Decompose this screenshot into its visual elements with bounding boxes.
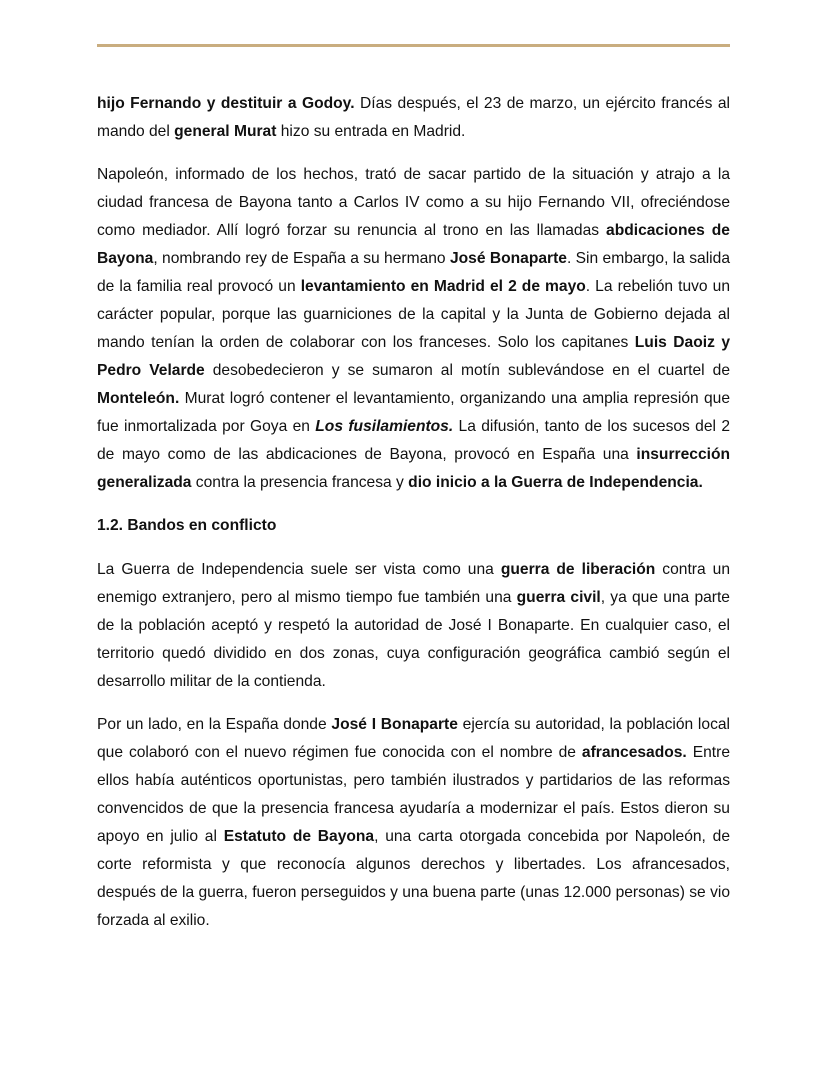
text-run: hizo su entrada en Madrid. <box>276 123 466 140</box>
text-run: Por un lado, en la España donde <box>97 716 332 733</box>
text-run: , nombrando rey de España a su hermano <box>153 250 450 267</box>
paragraph-murat-madrid <box>97 90 730 146</box>
emphasis-bold: levantamiento en Madrid el 2 de mayo <box>300 278 586 295</box>
emphasis-bold: José I Bonaparte <box>331 716 458 733</box>
paragraph-guerra-civil <box>97 556 730 696</box>
text-run: La Guerra de Independencia suele ser vista como una <box>97 561 501 578</box>
text-run: . Sin embargo, la salida de la familia real provocó un <box>97 250 730 295</box>
emphasis-bold: Estatuto de Bayona <box>223 828 375 845</box>
text-run: La difusión, tanto de los sucesos del 2 de mayo como de las abdicaciones de Bayona, provocó en España una <box>97 418 731 463</box>
text-run: Napoleón, informado de los hechos, trató de sacar partido de la situación y atrajo a la ciudad francesa de Bayona tanto a Carlos IV como a su hijo Fernando VII, ofreciéndose como mediador. Allí logró forzar su renuncia al trono en las llamadas <box>97 166 730 239</box>
text-run: contra un enemigo extranjero, pero al mismo tiempo fue también una <box>97 561 730 606</box>
text-run: , ya que una parte de la población aceptó y respetó la autoridad de José I Bonaparte. En cualquier caso, el territorio quedó dividido en dos zonas, cuya configuración geográfica cambió según el desarrollo militar de la contienda. <box>97 589 730 690</box>
paragraph-abdicaciones <box>97 161 730 497</box>
emphasis-bold: guerra de liberación <box>500 561 656 578</box>
text-run: ejercía su autoridad, la población local que colaboró con el nuevo régimen fue conocida con el nombre de <box>97 716 731 761</box>
text-run: , una carta otorgada concebida por Napoleón, de corte reformista y que reconocía algunos derechos y libertades. Los afrancesados, después de la guerra, fueron perseguidos y una buena parte (unas 12.000 personas) se vio forzada al exilio. <box>97 828 730 929</box>
section-heading: 1.2. Bandos en conflicto <box>97 517 277 534</box>
text-run: . La rebelión tuvo un carácter popular, porque las guarniciones de la capital y la Junta de Gobierno dejada al mando tenían la orden de colaborar con los franceses. Solo los capitanes <box>97 278 730 351</box>
emphasis-bold: general Murat <box>174 123 277 140</box>
emphasis-bold: dio inicio a la Guerra de Independencia. <box>408 474 703 491</box>
emphasis-bold: afrancesados. <box>581 744 687 761</box>
page-body <box>97 90 730 950</box>
emphasis-bold: Luis Daoiz y Pedro Velarde <box>97 334 731 379</box>
text-run: Días después, el 23 de marzo, un ejército francés al mando del <box>97 95 730 140</box>
text-run: Murat logró contener el levantamiento, organizando una amplia represión que fue inmortalizada por Goya en <box>97 390 730 435</box>
emphasis-bold: Monteleón. <box>97 390 180 407</box>
emphasis-bold: abdicaciones de Bayona <box>97 222 730 267</box>
paragraph-afrancesados <box>97 711 730 935</box>
header-rule <box>97 44 730 47</box>
text-run: contra la presencia francesa y <box>191 474 409 491</box>
emphasis-bold: guerra civil <box>516 589 601 606</box>
text-run: desobedecieron y se sumaron al motín sublevándose en el cuartel de <box>204 362 730 379</box>
emphasis-bold: hijo Fernando y destituir a Godoy. <box>97 95 355 112</box>
emphasis-bold: insurrección generalizada <box>97 446 730 491</box>
emphasis-bold: José Bonaparte <box>449 250 567 267</box>
emphasis-bold-italic: Los fusilamientos. <box>315 418 454 435</box>
text-run: Entre ellos había auténticos oportunistas, pero también ilustrados y partidarios de las reformas convencidos de que la presencia francesa ayudaría a modernizar el país. Estos dieron su apoyo en julio al <box>97 744 730 845</box>
